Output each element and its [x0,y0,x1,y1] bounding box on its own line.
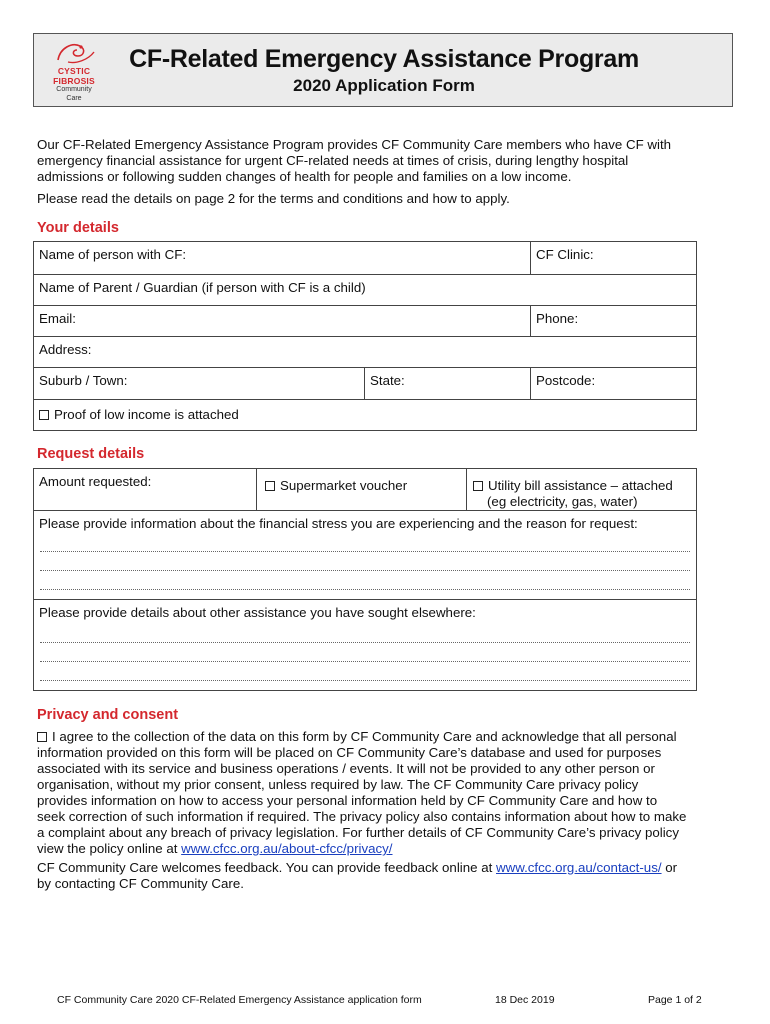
amount-row [34,469,696,511]
location-row [34,368,696,400]
answer-line [40,551,690,552]
footer-document-title: CF Community Care 2020 CF-Related Emergency Assistance application form [57,994,422,1006]
postcode-field[interactable] [530,368,696,399]
address-row [34,337,696,368]
name-row [34,242,696,275]
logo-text-community: Community [56,86,92,93]
privacy-line: associated with its service and business operations / events. It will not be provided to any other person or [37,761,655,776]
request-details-heading: Request details [37,446,145,462]
answer-line [40,642,690,643]
suburb-field[interactable] [34,368,364,399]
other-assistance-prompt: Please provide details about other assistance you have sought elsewhere: [39,605,476,620]
privacy-line: I agree to the collection of the data on this form by CF Community Care and acknowledge that all personal [52,729,677,744]
other-assistance-row [34,600,696,690]
income-checkbox-label: Proof of low income is attached [54,407,239,422]
supermarket-option [256,469,466,510]
answer-line [40,570,690,571]
stress-field[interactable] [34,511,696,599]
stress-row [34,511,696,600]
privacy-policy-link[interactable]: www.cfcc.org.au/about-cfcc/privacy/ [181,841,393,856]
feedback-paragraph [37,860,737,892]
amount-field[interactable] [34,469,256,510]
utility-checkbox[interactable] [473,481,483,491]
form-subtitle: 2020 Application Form [293,76,475,95]
privacy-line: organisation, without my prior consent, unless required by law. The CF Community Care privacy policy [37,777,639,792]
name-label: Name of person with CF: [39,247,187,262]
intro-line: emergency financial assistance for urgent CF-related needs at times of crisis, during lengthy hospital [37,153,629,168]
intro-line: admissions or following sudden changes of health for people and families on a low income. [37,169,572,184]
income-row [34,400,696,430]
name-field[interactable] [34,242,530,274]
utility-sub-label: (eg electricity, gas, water) [487,494,638,509]
logo-text-cystic: CYSTIC [57,66,91,76]
footer-date: 18 Dec 2019 [495,994,555,1006]
answer-line [40,589,690,590]
feedback-text: or [661,860,678,875]
phone-field[interactable] [530,306,696,336]
your-details-heading: Your details [37,220,119,236]
utility-option [466,469,696,510]
logo-text-care: Care [66,95,82,102]
form-header [33,33,733,107]
privacy-line: provides information on how to access your personal information held by CF Community Care and how to [37,793,658,808]
utility-label: Utility bill assistance – attached [488,478,673,493]
guardian-label: Name of Parent / Guardian (if person with CF is a child) [39,280,366,295]
guardian-field[interactable] [34,275,696,305]
intro-line: Our CF-Related Emergency Assistance Program provides CF Community Care members who have CF with [37,137,672,152]
income-checkbox[interactable] [39,410,49,420]
email-field[interactable] [34,306,530,336]
clinic-label: CF Clinic: [536,247,594,262]
contact-us-link[interactable]: www.cfcc.org.au/contact-us/ [496,860,662,875]
privacy-line: information provided on this form will be placed on CF Community Care’s database and used for purposes [37,745,662,760]
state-field[interactable] [364,368,530,399]
consent-checkbox[interactable] [37,732,47,742]
state-label: State: [370,373,405,388]
privacy-line: view the policy online at [37,841,182,856]
address-label: Address: [39,342,92,357]
postcode-label: Postcode: [536,373,596,388]
guardian-row [34,275,696,306]
answer-line [40,680,690,681]
answer-line [40,661,690,662]
contact-row [34,306,696,337]
suburb-label: Suburb / Town: [39,373,128,388]
feedback-text: by contacting CF Community Care. [37,876,244,891]
logo-text-fibrosis: FIBROSIS [53,76,95,86]
phone-label: Phone: [536,311,579,326]
amount-label: Amount requested: [39,474,152,489]
privacy-line: seek correction of such information if required. The privacy policy also contains information about how to make [37,809,687,824]
stress-prompt: Please provide information about the financial stress you are experiencing and the reason for request: [39,516,638,531]
clinic-field[interactable] [530,242,696,274]
request-details-table [33,468,697,691]
footer-page-number: Page 1 of 2 [648,994,702,1006]
email-label: Email: [39,311,76,326]
privacy-line: a complaint about any breach of privacy legislation. For further details of CF Community Care’s privacy policy [37,825,679,840]
privacy-heading: Privacy and consent [37,707,179,723]
supermarket-label: Supermarket voucher [280,478,408,493]
supermarket-checkbox[interactable] [265,481,275,491]
intro-paragraph [37,137,737,185]
other-assistance-field[interactable] [34,600,696,690]
form-title: CF-Related Emergency Assistance Program [129,45,639,73]
address-field[interactable] [34,337,696,367]
your-details-table [33,241,697,431]
privacy-paragraph [37,729,737,857]
intro-instruction: Please read the details on page 2 for the terms and conditions and how to apply. [37,191,510,206]
feedback-text: CF Community Care welcomes feedback. You can provide feedback online at [37,860,496,875]
income-checkbox-row [34,400,696,430]
